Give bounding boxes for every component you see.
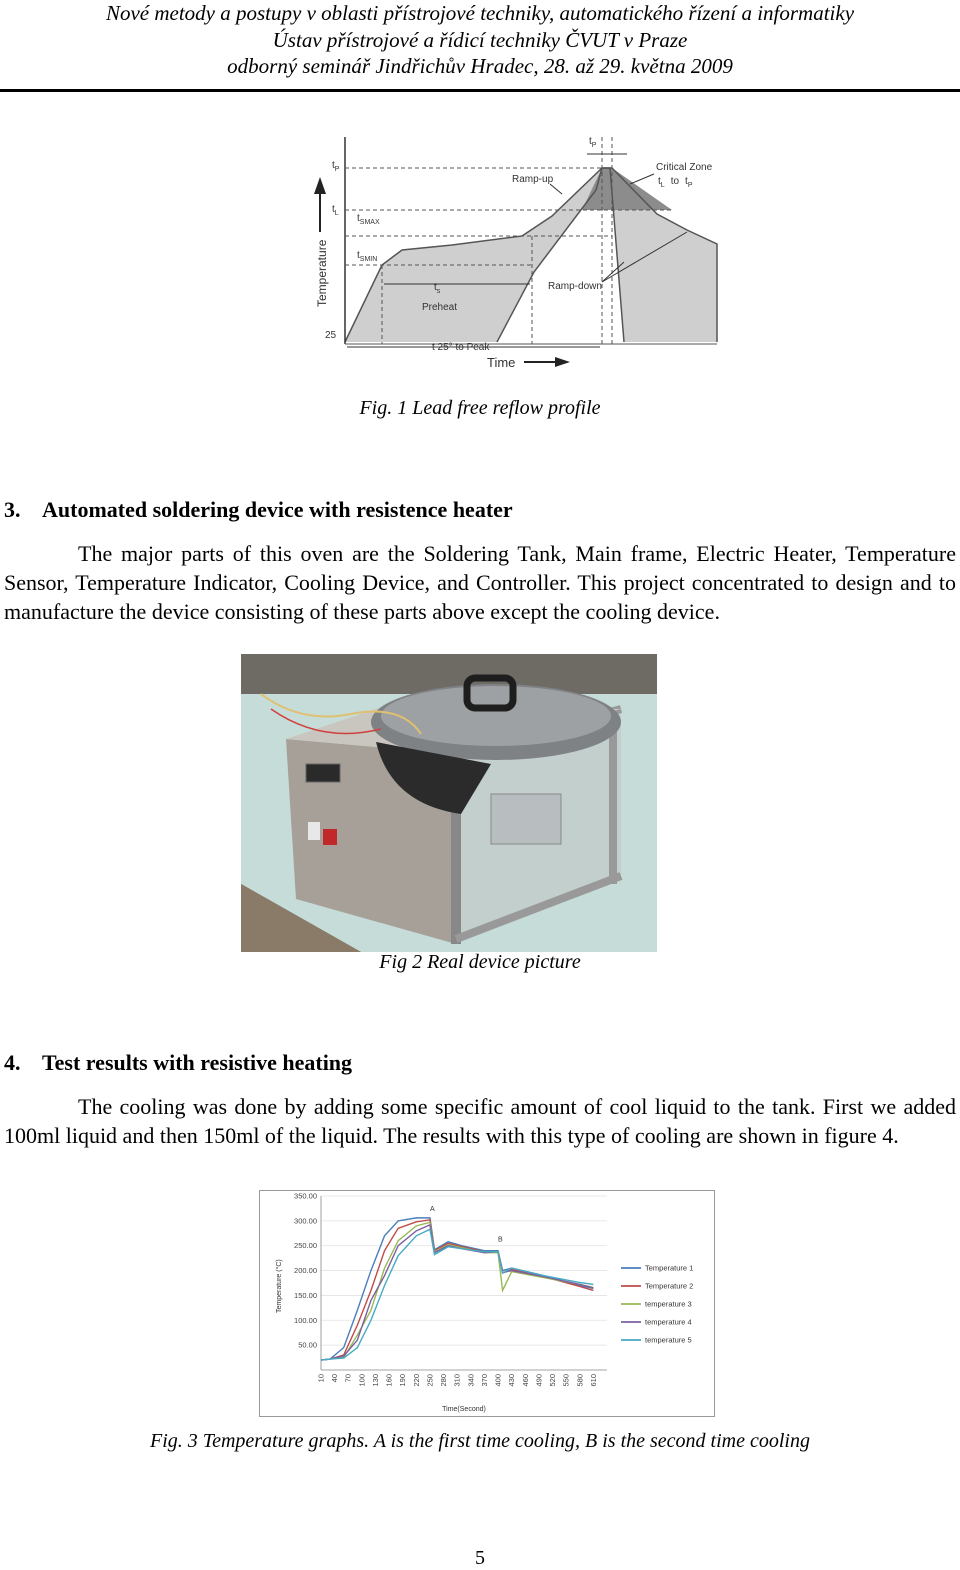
chart-legend-label-3: temperature 3 xyxy=(645,1299,692,1309)
chart-x-tick-label: 430 xyxy=(507,1374,517,1387)
fig1-caption: Fig. 1 Lead free reflow profile xyxy=(359,397,601,419)
chart-x-tick-label: 130 xyxy=(370,1374,380,1387)
chart-x-tick-label: 250 xyxy=(425,1374,435,1387)
reflow-profile-diagram xyxy=(312,132,722,372)
chart-y-tick-label: 350.00 xyxy=(294,1191,317,1201)
chart-x-tick-label: 610 xyxy=(588,1374,598,1387)
chart-x-tick-label: 10 xyxy=(316,1374,326,1383)
chart-x-tick-label: 220 xyxy=(411,1374,421,1387)
tsmin-label: $t_{SMIN}$ xyxy=(357,250,378,263)
ramp-up-pointer xyxy=(550,184,562,194)
ts-label: $t_s$ xyxy=(434,282,441,295)
chart-x-tick-label: 280 xyxy=(439,1374,449,1387)
device-photo xyxy=(241,654,657,952)
tsmax-label: $t_{SMAX}$ xyxy=(357,213,380,226)
chart-y-axis-label: Temperature (°C) xyxy=(276,1259,283,1313)
t25-label: 25 xyxy=(325,330,337,341)
section-3-title: Automated soldering device with resistence heater xyxy=(42,497,513,522)
chart-x-tick-label: 520 xyxy=(548,1374,558,1387)
critical-zone-pointer xyxy=(630,174,654,184)
fig2-caption: Fig 2 Real device picture xyxy=(379,951,581,973)
ramp-up-label: Ramp-up xyxy=(512,174,554,185)
chart-x-tick-label: 550 xyxy=(561,1374,571,1387)
chart-y-tick-label: 100.00 xyxy=(294,1315,317,1325)
preheat-label: Preheat xyxy=(422,302,458,313)
temperature-arrow-icon xyxy=(314,177,326,194)
chart-y-tick-label: 150.00 xyxy=(294,1290,317,1300)
critical-zone-range: $t_L$ to $t_P$ xyxy=(658,176,693,189)
switch-plate xyxy=(308,822,320,840)
tl-left-label: $t_L$ xyxy=(332,204,339,217)
header-line-3: odborný seminář Jindřichův Hradec, 28. až 29. května 2009 xyxy=(227,54,733,78)
chart-x-tick-label: 580 xyxy=(575,1374,585,1387)
chart-y-tick-label: 200.00 xyxy=(294,1266,317,1276)
section-4-paragraph xyxy=(4,1092,956,1150)
chart-annotation-a: A xyxy=(429,1205,435,1213)
section-3-heading xyxy=(4,497,513,523)
time-label: Time xyxy=(487,355,516,370)
chart-x-tick-label: 490 xyxy=(534,1374,544,1387)
time-arrow-icon xyxy=(555,357,570,367)
critical-zone-label: Critical Zone xyxy=(656,162,713,173)
section-3-number: 3. xyxy=(4,497,21,522)
section-4-title: Test results with resistive heating xyxy=(42,1050,353,1075)
chart-x-tick-label: 70 xyxy=(343,1374,353,1383)
chart-legend-label-4: temperature 4 xyxy=(645,1317,692,1327)
section-4-body: The cooling was done by adding some specific amount of cool liquid to the tank. First we added 100ml liquid and then 150ml of the liquid. The results with this type of cooling are shown in figure 4. xyxy=(4,1094,956,1148)
chart-x-tick-label: 370 xyxy=(479,1374,489,1387)
chart-legend-label-2: Temperature 2 xyxy=(645,1281,694,1291)
section-3-body: The major parts of this oven are the Soldering Tank, Main frame, Electric Heater, Temperature Sensor, Temperature Indicator, Cooling Device, and Controller. This project concentrated to design and to manufacture the device consisting of these parts above except the cooling device. xyxy=(4,541,956,624)
section-4-heading xyxy=(4,1050,352,1076)
chart-legend-label-5: temperature 5 xyxy=(645,1335,692,1345)
header-line-2: Ústav přístrojové a řídicí techniky ČVUT v Praze xyxy=(272,27,688,52)
chart-x-tick-label: 100 xyxy=(357,1374,367,1387)
chart-legend-label-1: Temperature 1 xyxy=(645,1263,694,1273)
tp-left-label: $t_P$ xyxy=(332,160,340,173)
fig3-caption: Fig. 3 Temperature graphs. A is the first time cooling, B is the second time cooling xyxy=(150,1430,810,1452)
chart-x-tick-label: 460 xyxy=(520,1374,530,1387)
chart-x-axis-label: Time(Second) xyxy=(442,1406,486,1413)
section-3-paragraph xyxy=(4,539,956,626)
chart-y-tick-label: 300.00 xyxy=(294,1216,317,1226)
chart-x-tick-label: 40 xyxy=(330,1374,340,1383)
chart-x-tick-label: 400 xyxy=(493,1374,503,1387)
chart-annotation-b: B xyxy=(498,1236,503,1244)
chart-y-tick-label: 50.00 xyxy=(298,1340,317,1350)
section-4-number: 4. xyxy=(4,1050,21,1075)
ramp-down-label: Ramp-down xyxy=(548,281,602,292)
temperature-indicator xyxy=(306,764,340,782)
header-rule xyxy=(0,89,960,92)
header-line-1: Nové metody a postupy v oblasti přístrojové techniky, automatického řízení a informatiky xyxy=(105,1,855,25)
chart-x-tick-label: 310 xyxy=(452,1374,462,1387)
tp-top-label: $t_P$ xyxy=(589,136,597,149)
temperature-chart xyxy=(259,1190,715,1417)
chart-y-tick-label: 250.00 xyxy=(294,1241,317,1251)
chart-x-tick-label: 190 xyxy=(398,1374,408,1387)
page-header xyxy=(0,0,960,80)
power-switch xyxy=(323,829,337,845)
temperature-label: Temperature xyxy=(315,239,329,307)
heater-mesh xyxy=(491,794,561,844)
chart-x-tick-label: 340 xyxy=(466,1374,476,1387)
page-number: 5 xyxy=(475,1547,485,1569)
chart-x-tick-label: 160 xyxy=(384,1374,394,1387)
pot-lid-highlight xyxy=(381,686,611,746)
t25-peak-label: t 25° to Peak xyxy=(432,342,490,353)
